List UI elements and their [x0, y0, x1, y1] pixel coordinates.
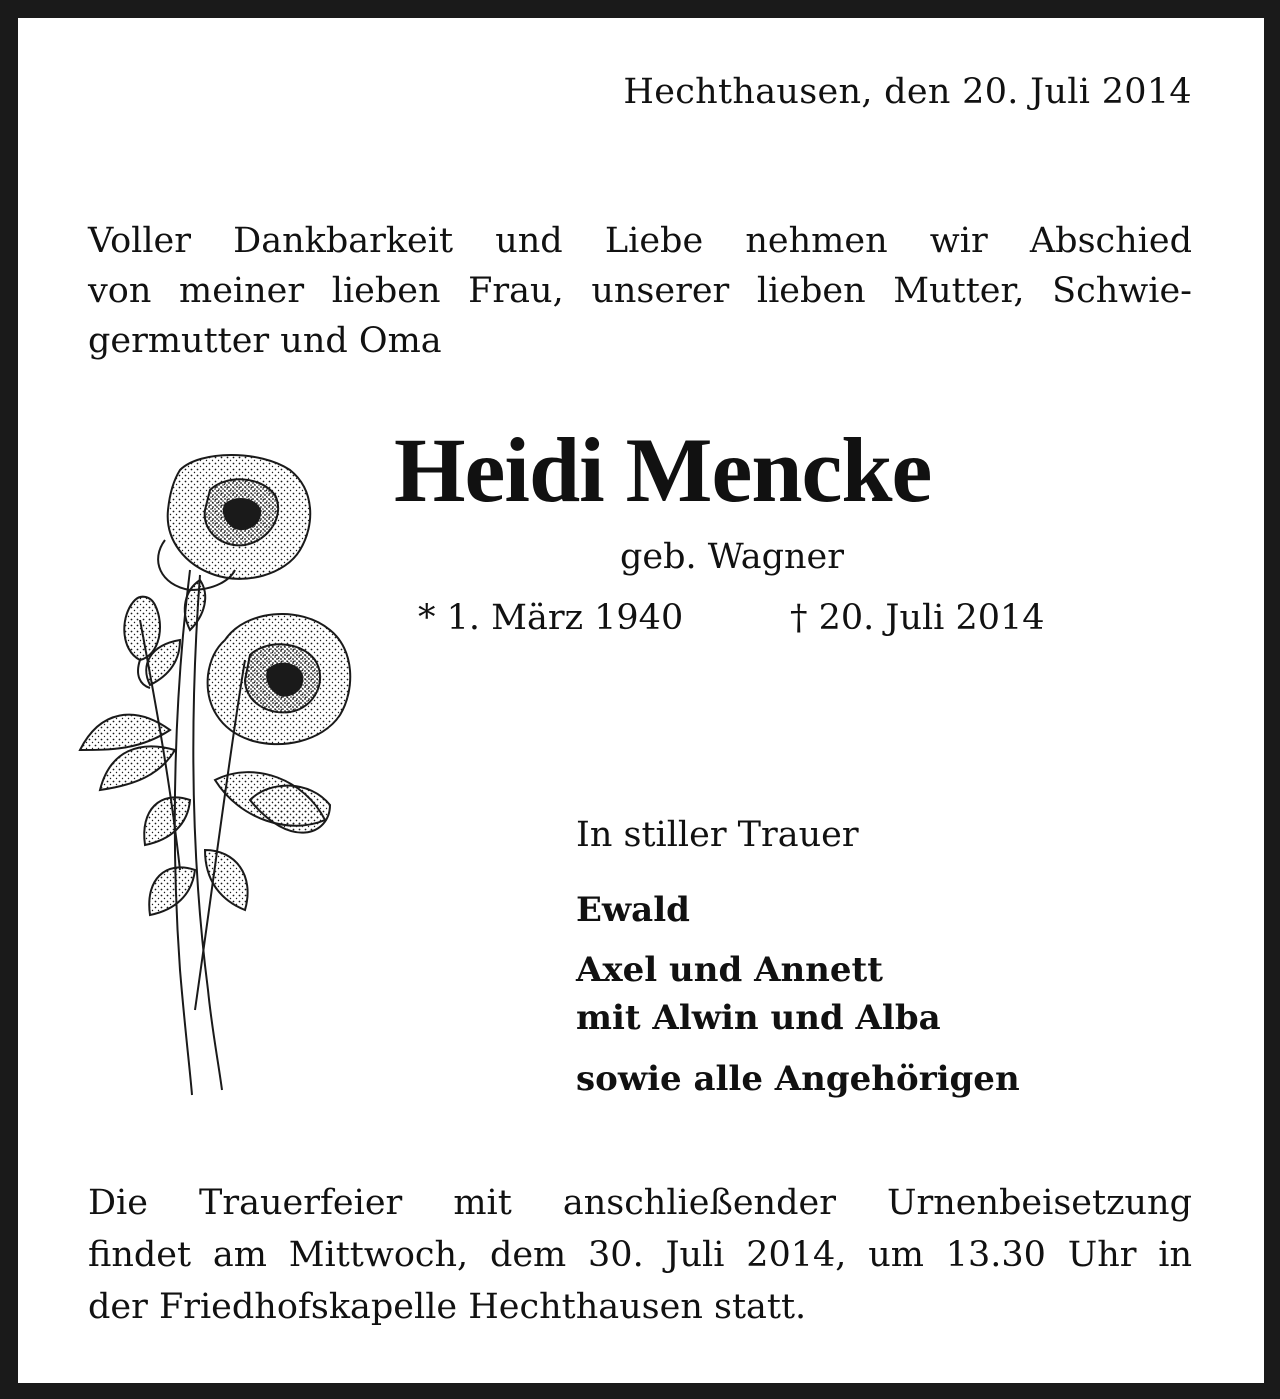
- mourner-name: Ewald: [576, 890, 690, 930]
- intro-line: Voller Dankbarkeit und Liebe nehmen wir Abschied: [88, 221, 1192, 261]
- mourner-name: mit Alwin und Alba: [576, 998, 941, 1038]
- place-and-date: Hechthausen, den 20. Juli 2014: [623, 72, 1192, 112]
- deceased-name: Heidi Mencke: [394, 419, 932, 521]
- intro-line: germutter und Oma: [88, 321, 442, 361]
- mourning-heading: In stiller Trauer: [576, 815, 859, 855]
- intro-paragraph: [88, 216, 1192, 366]
- service-line: Die Trauerfeier mit anschließender Urnenbeisetzung: [88, 1183, 1192, 1223]
- service-line: der Friedhofskapelle Hechthausen statt.: [88, 1287, 807, 1327]
- service-paragraph: [88, 1177, 1192, 1333]
- rose-illustration: [40, 450, 370, 1100]
- death-date: † 20. Juli 2014: [790, 598, 1045, 638]
- birth-date: * 1. März 1940: [418, 598, 684, 638]
- intro-line: von meiner lieben Frau, unserer lieben Mutter, Schwie-: [88, 271, 1192, 311]
- birth-name: geb. Wagner: [620, 537, 844, 577]
- mourner-name: sowie alle Angehörigen: [576, 1059, 1020, 1099]
- mourner-name: Axel und Annett: [576, 950, 883, 990]
- service-line: findet am Mittwoch, dem 30. Juli 2014, um 13.30 Uhr in: [88, 1235, 1192, 1275]
